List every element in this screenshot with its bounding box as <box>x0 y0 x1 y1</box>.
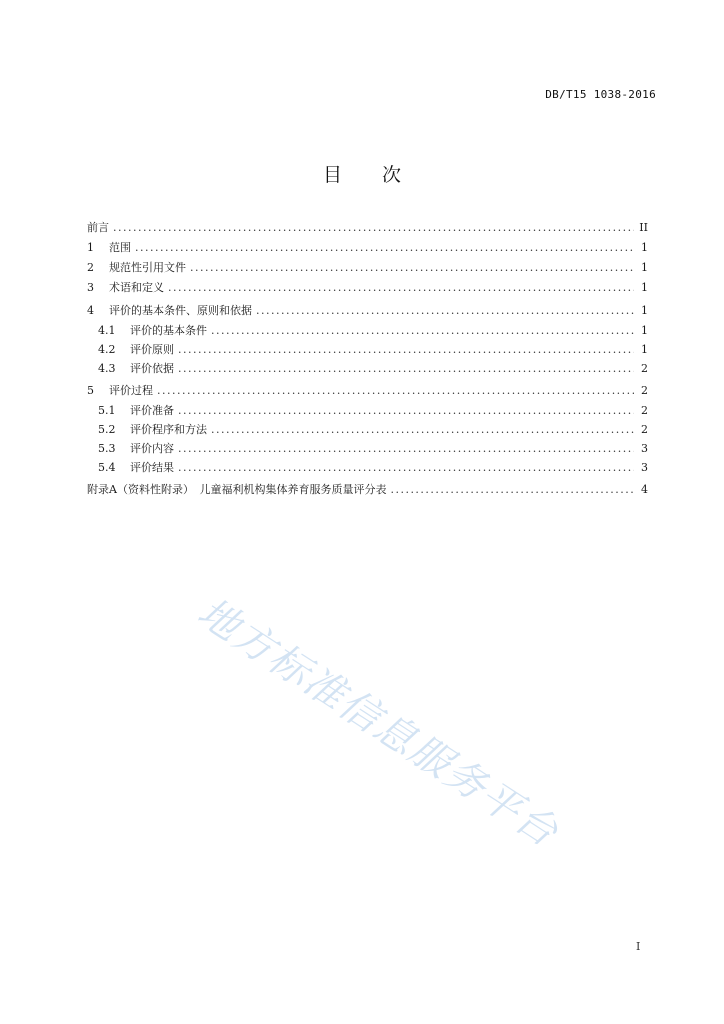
toc-entry-label: 评价依据 <box>130 362 174 375</box>
toc-entry-number: 1 <box>87 241 94 254</box>
toc-entry[interactable] <box>87 301 648 321</box>
toc-entry-page: 1 <box>641 261 648 274</box>
toc-entry-label: 评价的基本条件 <box>130 324 207 337</box>
toc-entry-label: 前言 <box>87 221 109 234</box>
toc-entry[interactable] <box>87 218 648 238</box>
toc-entry-page: 1 <box>641 281 648 294</box>
toc-entry[interactable] <box>87 321 648 340</box>
toc-entry-number: 4.2 <box>98 343 116 356</box>
toc-entry-page: 4 <box>641 483 648 496</box>
toc-entry-number: 4.1 <box>98 324 116 337</box>
toc-entry-number: 5.3 <box>98 442 116 455</box>
toc-entry-number: 5.1 <box>98 404 116 417</box>
toc-entry-page: 2 <box>641 362 648 375</box>
toc-leader-dots <box>211 420 634 439</box>
toc-leader-dots <box>190 258 634 278</box>
toc-entry-label: 评价原则 <box>130 343 174 356</box>
toc-entry-page: 1 <box>641 343 648 356</box>
toc-entry[interactable] <box>87 420 648 439</box>
toc-entry-page: II <box>639 221 648 234</box>
toc-entry-page: 1 <box>641 241 648 254</box>
toc-leader-dots <box>178 439 634 458</box>
toc-leader-dots <box>135 238 634 258</box>
toc-entry-label: 评价结果 <box>130 461 174 474</box>
toc-entry-page: 2 <box>641 384 648 397</box>
toc-entry[interactable] <box>87 381 648 401</box>
toc-entry[interactable] <box>87 258 648 278</box>
watermark: 地方标准信息服务平台 <box>189 589 567 857</box>
toc-entry-page: 2 <box>641 423 648 436</box>
toc-entry-label: 评价内容 <box>130 442 174 455</box>
toc-entry-number: 5 <box>87 384 94 397</box>
toc-entry-label: 评价程序和方法 <box>130 423 207 436</box>
toc-leader-dots <box>113 218 634 238</box>
toc-entry-number: 5.4 <box>98 461 116 474</box>
toc-entry-page: 1 <box>641 324 648 337</box>
toc-entry[interactable] <box>87 480 648 500</box>
toc-entry-number: 4.3 <box>98 362 116 375</box>
toc-entry[interactable] <box>87 359 648 378</box>
toc-entry-number: 2 <box>87 261 94 274</box>
toc-entry-label: 评价准备 <box>130 404 174 417</box>
toc-leader-dots <box>178 340 634 359</box>
toc-entry-label: 范围 <box>109 241 131 254</box>
toc-entry-label: 规范性引用文件 <box>109 261 186 274</box>
toc-entry-label: 评价的基本条件、原则和依据 <box>109 304 252 317</box>
toc-entry-page: 2 <box>641 404 648 417</box>
toc-entry-number: 5.2 <box>98 423 116 436</box>
toc-leader-dots <box>256 301 634 321</box>
toc-entry-number: 3 <box>87 281 94 294</box>
toc-entry-page: 3 <box>641 461 648 474</box>
toc-leader-dots <box>168 278 634 298</box>
toc-entry-label: 评价过程 <box>109 384 153 397</box>
page-number: I <box>636 940 641 953</box>
toc-entry[interactable] <box>87 340 648 359</box>
toc-leader-dots <box>211 321 634 340</box>
toc-entry-page: 1 <box>641 304 648 317</box>
toc-leader-dots <box>390 480 634 500</box>
toc-entry[interactable] <box>87 458 648 477</box>
toc-leader-dots <box>157 381 634 401</box>
toc-leader-dots <box>178 401 634 420</box>
toc-entry-label: 术语和定义 <box>109 281 164 294</box>
toc-entry[interactable] <box>87 238 648 258</box>
toc-leader-dots <box>178 458 634 477</box>
toc-entry-page: 3 <box>641 442 648 455</box>
table-of-contents <box>87 218 648 500</box>
toc-entry[interactable] <box>87 401 648 420</box>
toc-entry[interactable] <box>87 278 648 298</box>
toc-entry-number: 4 <box>87 304 94 317</box>
toc-entry[interactable] <box>87 439 648 458</box>
toc-leader-dots <box>178 359 634 378</box>
document-code: DB/T15 1038-2016 <box>545 88 656 101</box>
page-title: 目次 <box>322 164 441 186</box>
toc-entry-label: 附录A（资料性附录） 儿童福利机构集体养育服务质量评分表 <box>87 483 387 496</box>
